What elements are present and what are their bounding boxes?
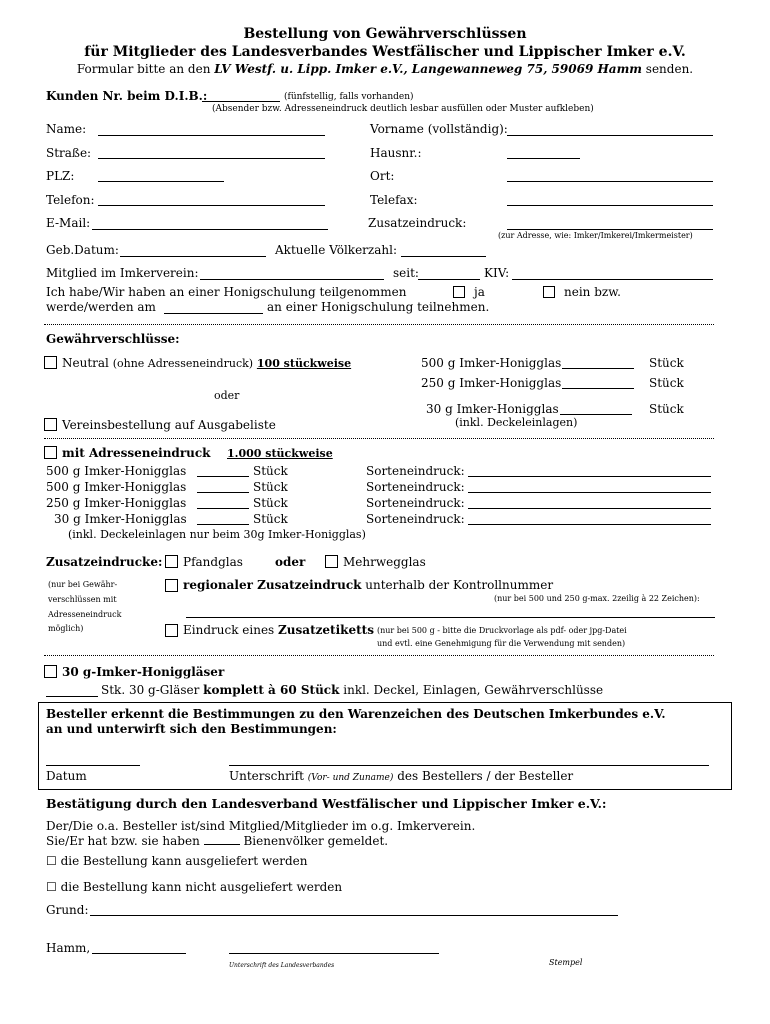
kunden-nr-label: Kunden Nr. beim D.I.B.: [46, 89, 208, 103]
confirm-line-1: Der/Die o.a. Besteller ist/sind Mitglied/Mitglieder im o.g. Imkerverein. [46, 819, 476, 833]
send-to-line: Formular bitte an den LV Westf. u. Lipp. Imker e.V., Langewanneweg 75, 59069 Hamm senden. [76, 62, 694, 76]
unterschrift-field[interactable] [229, 765, 709, 766]
regional-checkbox[interactable] [165, 579, 178, 592]
neutral-250g-label: 250 g Imker-Honigglas [421, 376, 562, 390]
name-label: Name: [46, 122, 87, 136]
divider [44, 655, 714, 656]
seit-label: seit: [393, 266, 419, 280]
zusatzeindruck-label: Zusatzeindruck: [368, 216, 467, 230]
neutral-500g-unit: Stück [649, 356, 684, 370]
kiv-label: KIV: [484, 266, 510, 280]
schulung-future-suffix: an einer Honigschulung teilnehmen. [267, 300, 490, 314]
mit-adresse-qty: 1.000 stückweise [227, 447, 333, 460]
regional-hint: (nur bei 500 und 250 g-max. 2zeilig à 22 Zeichen): [494, 594, 700, 603]
schulung-future-label: werde/werden am [46, 300, 156, 314]
regional-field[interactable] [186, 617, 715, 618]
mehrweg-label: Mehrwegglas [343, 555, 426, 569]
schulung-nein-checkbox[interactable] [543, 286, 555, 298]
hamm-label: Hamm, [46, 941, 91, 955]
mitglied-label: Mitglied im Imkerverein: [46, 266, 199, 280]
zusatz-note-1: (nur bei Gewähr- [48, 580, 118, 589]
verein-label: Vereinsbestellung auf Ausgabeliste [62, 418, 276, 432]
deckel-hint: (inkl. Deckeleinlagen) [455, 416, 578, 429]
lv-signature-label: Unterschrift des Landesverbandes [229, 962, 335, 969]
gv-heading: Gewährverschlüsse: [46, 332, 180, 346]
schulung-ja-label: ja [474, 285, 485, 299]
mit-500g-a-sorten-field[interactable] [468, 476, 711, 477]
mit-500g-b-sorten-field[interactable] [468, 492, 711, 493]
lv-signature-field[interactable] [229, 953, 439, 954]
gebdatum-label: Geb.Datum: [46, 243, 119, 257]
pfandglas-label: Pfandglas [183, 555, 243, 569]
datum-label: Datum [46, 769, 87, 783]
voelker-field[interactable] [401, 256, 486, 257]
kiv-field[interactable] [512, 279, 713, 280]
email-label: E-Mail: [46, 216, 91, 230]
g30-heading: 30 g-Imker-Honiggläser [62, 665, 225, 679]
etikett-label: Eindruck eines Zusatzetiketts [183, 623, 374, 637]
schulung-label: Ich habe/Wir haben an einer Honigschulung teilgenommen [46, 285, 407, 299]
mit-500g-a-sorten-label: Sorteneindruck: [366, 464, 465, 478]
mit-30g-sorten-field[interactable] [468, 524, 711, 525]
zusatz-oder: oder [275, 555, 306, 569]
g30-qty-field[interactable] [46, 696, 98, 697]
form-title: Bestellung von Gewährverschlüssen [243, 26, 527, 42]
mit-500g-a-field[interactable] [197, 476, 249, 477]
neutral-30g-unit: Stück [649, 402, 684, 416]
g30-description: Stk. 30 g-Gläser komplett à 60 Stück inkl. Deckel, Einlagen, Gewährverschlüsse [101, 683, 604, 697]
neutral-30g-field[interactable] [560, 414, 632, 415]
neutral-label: Neutral (ohne Adresseneindruck) 100 stückweise [62, 356, 352, 370]
strasse-label: Straße: [46, 146, 92, 160]
zusatz-label: Zusatzeindrucke: [46, 555, 163, 569]
schulung-ja-checkbox[interactable] [453, 286, 465, 298]
pfandglas-checkbox[interactable] [165, 555, 178, 568]
schulung-nein-label: nein bzw. [564, 285, 621, 299]
ort-field[interactable] [507, 181, 713, 182]
etikett-checkbox[interactable] [165, 624, 178, 637]
mit-30g-sorten-label: Sorteneindruck: [366, 512, 465, 526]
mit-250g-field[interactable] [197, 508, 249, 509]
mitglied-field[interactable] [200, 279, 384, 280]
hamm-date-field[interactable] [92, 953, 186, 954]
confirm-ok[interactable]: ☐ die Bestellung kann ausgeliefert werden [46, 854, 308, 868]
zusatz-note-3: Adresseneindruck [48, 610, 122, 619]
ort-label: Ort: [370, 169, 395, 183]
deckel30-hint: (inkl. Deckeleinlagen nur beim 30g Imker-Honigglas) [68, 528, 366, 541]
vorname-field[interactable] [507, 135, 713, 136]
plz-label: PLZ: [46, 169, 75, 183]
terms-line-2: an und unterwirft sich den Bestimmungen: [46, 722, 337, 736]
mit-500g-b-sorten-label: Sorteneindruck: [366, 480, 465, 494]
g30-checkbox[interactable] [44, 665, 57, 678]
mit-30g-unit: Stück [253, 512, 288, 526]
mit-500g-b-unit: Stück [253, 480, 288, 494]
zusatzeindruck-field[interactable] [507, 229, 713, 230]
etikett-hint-1: (nur bei 500 g - bitte die Druckvorlage als pdf- oder jpg-Datei [377, 626, 627, 635]
mit-30g-label: 30 g Imker-Honigglas [54, 512, 187, 526]
gebdatum-field[interactable] [120, 256, 266, 257]
zusatz-note-4: möglich) [48, 624, 84, 633]
oder-label: oder [214, 389, 240, 402]
mit-500g-a-unit: Stück [253, 464, 288, 478]
kunden-nr-hint: (fünfstellig, falls vorhanden) [284, 92, 414, 102]
grund-label: Grund: [46, 903, 89, 917]
mit-250g-sorten-field[interactable] [468, 508, 711, 509]
terms-line-1: Besteller erkennt die Bestimmungen zu den Warenzeichen des Deutschen Imkerbundes e.V. [46, 707, 666, 721]
neutral-250g-unit: Stück [649, 376, 684, 390]
mit-30g-field[interactable] [197, 524, 249, 525]
telefax-label: Telefax: [370, 193, 418, 207]
email-field[interactable] [92, 229, 328, 230]
grund-field[interactable] [90, 915, 618, 916]
datum-field[interactable] [46, 765, 140, 766]
divider [44, 438, 714, 439]
strasse-field[interactable] [98, 158, 325, 159]
seit-field[interactable] [418, 279, 480, 280]
hausnr-label: Hausnr.: [370, 146, 422, 160]
stempel-label: Stempel [549, 958, 583, 967]
voelker-count-field[interactable] [204, 844, 240, 845]
kunden-nr-field[interactable] [202, 101, 280, 102]
confirm-line-2: Sie/Er hat bzw. sie haben Bienenvölker gemeldet. [46, 834, 389, 848]
name-field[interactable] [98, 135, 325, 136]
regional-label: regionaler Zusatzeindruck unterhalb der Kontrollnummer [183, 578, 554, 592]
neutral-250g-field[interactable] [562, 388, 634, 389]
neutral-30g-label: 30 g Imker-Honigglas [426, 402, 559, 416]
mit-adresse-label: mit Adresseneindruck [62, 446, 211, 460]
neutral-checkbox[interactable] [44, 356, 57, 369]
lv-address: LV Westf. u. Lipp. Imker e.V., Langewanneweg 75, 59069 Hamm [214, 62, 642, 76]
mehrweg-checkbox[interactable] [325, 555, 338, 568]
telefax-field[interactable] [507, 205, 713, 206]
voelker-label: Aktuelle Völkerzahl: [275, 243, 398, 257]
mit-250g-sorten-label: Sorteneindruck: [366, 496, 465, 510]
mit-250g-label: 250 g Imker-Honigglas [46, 496, 187, 510]
form-subtitle: für Mitglieder des Landesverbandes Westfälischer und Lippischer Imker e.V. [84, 44, 686, 60]
unterschrift-label: Unterschrift (Vor- und Zuname) des Bestellers / der Besteller [229, 769, 574, 783]
vorname-label: Vorname (vollständig): [370, 122, 508, 136]
mit-500g-a-label: 500 g Imker-Honigglas [46, 464, 187, 478]
divider [44, 324, 714, 325]
verein-checkbox[interactable] [44, 418, 57, 431]
neutral-500g-label: 500 g Imker-Honigglas [421, 356, 562, 370]
schulung-date-field[interactable] [164, 313, 263, 314]
mit-500g-b-field[interactable] [197, 492, 249, 493]
hausnr-field[interactable] [507, 158, 580, 159]
zusatz-note-2: verschlüssen mit [48, 595, 117, 604]
plz-field[interactable] [98, 181, 224, 182]
neutral-500g-field[interactable] [562, 368, 634, 369]
telefon-label: Telefon: [46, 193, 95, 207]
mit-adresse-checkbox[interactable] [44, 446, 57, 459]
absender-hint: (Absender bzw. Adresseneindruck deutlich lesbar ausfüllen oder Muster aufkleben) [212, 104, 594, 114]
zusatzeindruck-hint: (zur Adresse, wie: Imker/Imkerei/Imkermeister) [498, 231, 693, 240]
mit-250g-unit: Stück [253, 496, 288, 510]
telefon-field[interactable] [98, 205, 325, 206]
confirm-nok[interactable]: ☐ die Bestellung kann nicht ausgeliefert werden [46, 880, 343, 894]
confirm-heading: Bestätigung durch den Landesverband Westfälischer und Lippischer Imker e.V.: [46, 796, 607, 811]
etikett-hint-2: und evtl. eine Genehmigung für die Verwendung mit senden) [377, 639, 626, 648]
mit-500g-b-label: 500 g Imker-Honigglas [46, 480, 187, 494]
